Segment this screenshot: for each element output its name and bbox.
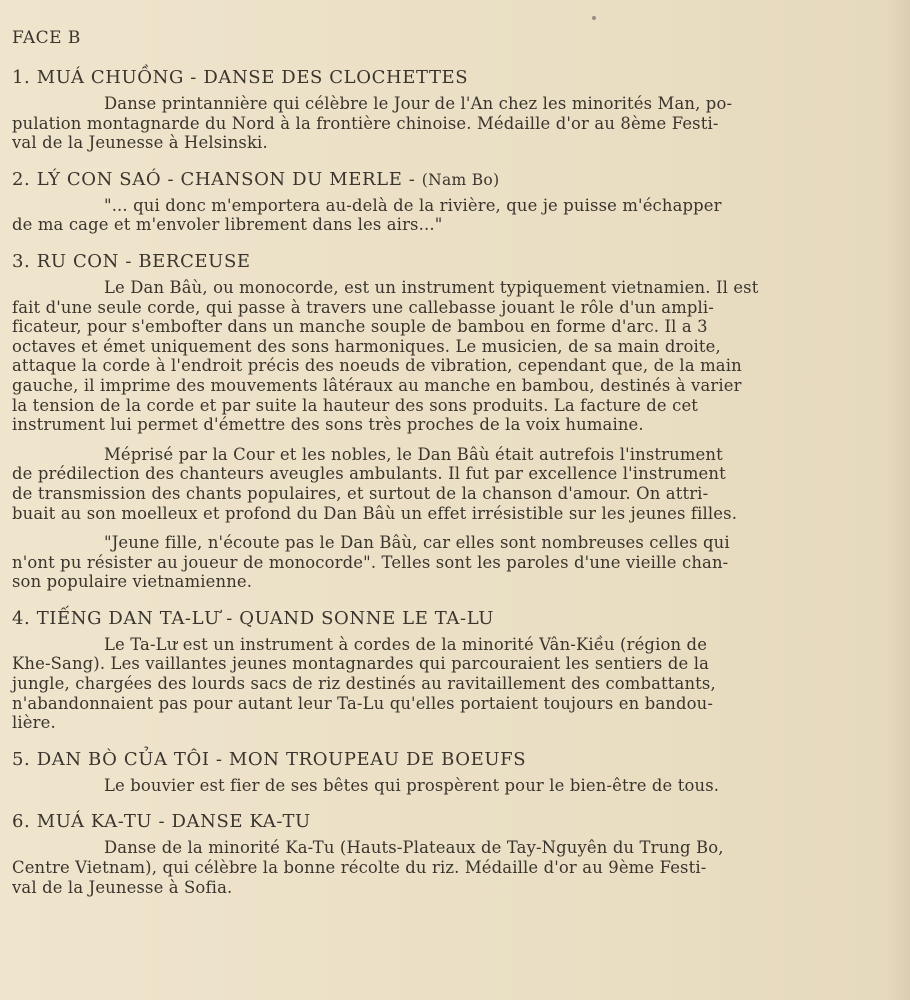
track-title-text: 5. DAN BÒ CỦA TÔI - MON TROUPEAU DE BOEUFS <box>12 748 527 770</box>
track-title <box>12 608 882 629</box>
track-section <box>12 251 882 608</box>
description-paragraph <box>12 533 882 592</box>
paragraph-line: val de la Jeunesse à Sofia. <box>12 877 233 897</box>
track-title-text: 6. MUÁ KA-TU - DANSE KA-TU <box>12 811 311 833</box>
track-title <box>12 811 882 832</box>
paragraph-line: jungle, chargées des lourds sacs de riz destinés au ravitaillement des combattants, <box>12 674 716 694</box>
paragraph-line: fait d'une seule corde, qui passe à travers une callebasse jouant le rôle d'un ampli- <box>12 297 714 317</box>
track-section <box>12 169 882 251</box>
paragraph-line: pulation montagnarde du Nord à la frontière chinoise. Médaille d'or au 8ème Festi- <box>12 113 719 133</box>
track-title-text: 2. LÝ CON SAÓ - CHANSON DU MERLE - <box>12 168 422 190</box>
paragraph-line: Le bouvier est fier de ses bêtes qui prospèrent pour le bien-être de tous. <box>104 775 720 795</box>
paragraph-line: la tension de la corde et par suite la hauteur des sons produits. La facture de cet <box>12 395 699 415</box>
paper-speck <box>592 16 596 20</box>
paragraph-line: gauche, il imprime des mouvements lâtéraux au manche en bambou, destinés à varier <box>12 375 742 395</box>
paragraph-line: Le Dan Bâù, ou monocorde, est un instrument typiquement vietnamien. Il est <box>104 277 759 297</box>
track-section <box>12 67 882 169</box>
paragraph-line: de prédilection des chanteurs aveugles ambulants. Il fut par excellence l'instrument <box>12 464 726 484</box>
paragraph-line: Danse de la minorité Ka-Tu (Hauts-Plateaux de Tay-Nguyên du Trung Bo, <box>104 838 724 858</box>
paragraph-line: n'ont pu résister au joueur de monocorde". Telles sont les paroles d'une vieille chan- <box>12 552 729 572</box>
paragraph-line: "... qui donc m'emportera au-delà de la rivière, que je puisse m'échapper <box>104 195 722 215</box>
description-paragraph <box>12 445 882 523</box>
paragraph-line: ficateur, pour s'embofter dans un manche souple de bambou en forme d'arc. Il a 3 <box>12 317 708 337</box>
paragraph-line: de transmission des chants populaires, et surtout de la chanson d'amour. On attri- <box>12 483 709 503</box>
track-title <box>12 67 882 88</box>
track-title <box>12 169 882 190</box>
track-title-text: 3. RU CON - BERCEUSE <box>12 250 251 272</box>
description-paragraph <box>12 278 882 435</box>
paragraph-line: octaves et émet uniquement des sons harmoniques. Le musicien, de sa main droite, <box>12 336 721 356</box>
paragraph-line: lière. <box>12 713 56 733</box>
paragraph-line: de ma cage et m'envoler librement dans les airs..." <box>12 215 443 235</box>
paragraph-line: son populaire vietnamienne. <box>12 572 253 592</box>
paragraph-line: Khe-Sang). Les vaillantes jeunes montagnardes qui parcouraient les sentiers de la <box>12 654 710 674</box>
track-title <box>12 251 882 272</box>
paragraph-line: buait au son moelleux et profond du Dan Bâù un effet irrésistible sur les jeunes filles. <box>12 503 738 523</box>
track-title-text: 1. MUÁ CHUỒNG - DANSE DES CLOCHETTES <box>12 67 469 88</box>
track-section <box>12 811 882 913</box>
paragraph-line: Le Ta-Lư est un instrument à cordes de la minorité Vân-Kiều (région de <box>104 634 708 654</box>
description-paragraph <box>12 196 882 235</box>
track-list <box>12 67 882 913</box>
paragraph-line: instrument lui permet d'émettre des sons très proches de la voix humaine. <box>12 415 644 435</box>
description-paragraph <box>12 776 882 796</box>
description-paragraph <box>12 838 882 897</box>
paragraph-line: Méprisé par la Cour et les nobles, le Dan Bâù était autrefois l'instrument <box>104 444 723 464</box>
face-heading: FACE B <box>12 28 81 48</box>
description-paragraph <box>12 94 882 153</box>
track-title-text: 4. TIẾNG DAN TA-LƯ - QUAND SONNE LE TA-LU <box>12 607 495 629</box>
paragraph-line: Centre Vietnam), qui célèbre la bonne récolte du riz. Médaille d'or au 9ème Festi- <box>12 858 707 878</box>
paragraph-line: "Jeune fille, n'écoute pas le Dan Bâù, car elles sont nombreuses celles qui <box>104 533 730 553</box>
track-title <box>12 749 882 770</box>
track-section <box>12 749 882 812</box>
track-section <box>12 608 882 749</box>
paragraph-line: n'abandonnaient pas pour autant leur Ta-Lu qu'elles portaient toujours en bandou- <box>12 693 714 713</box>
paragraph-line: Danse printannière qui célèbre le Jour de l'An chez les minorités Man, po- <box>104 94 733 113</box>
description-paragraph <box>12 635 882 733</box>
paragraph-line: attaque la corde à l'endroit précis des noeuds de vibration, cependant que, de la main <box>12 356 742 376</box>
track-subtitle: (Nam Bo) <box>421 170 500 189</box>
paragraph-line: val de la Jeunesse à Helsinski. <box>12 133 268 153</box>
